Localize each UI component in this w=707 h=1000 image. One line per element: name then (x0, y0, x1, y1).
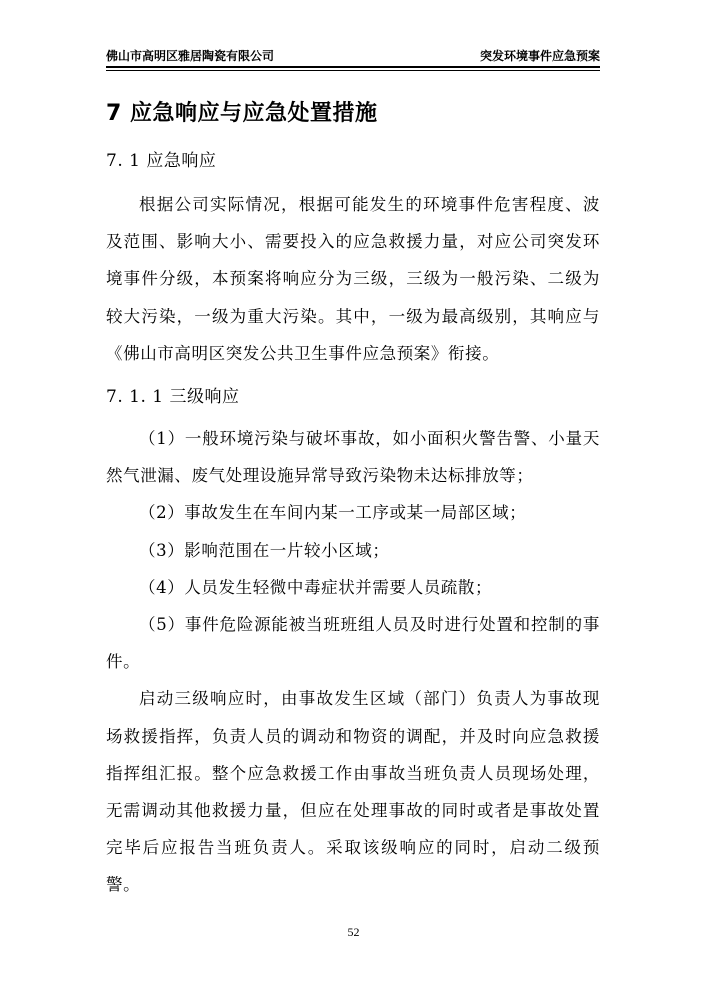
header-document-title: 突发环境事件应急预案 (479, 49, 600, 63)
header-rule-thick (106, 66, 600, 68)
page-content (106, 92, 600, 904)
header-company-name: 佛山市高明区雅居陶瓷有限公司 (106, 49, 275, 63)
list-item-2: （2）事故发生在车间内某一工序或某一局部区域； (139, 503, 527, 523)
section-heading-7-1: 7. 1 应急响应 (106, 151, 217, 171)
page-number: 52 (347, 925, 360, 939)
section-7-1-1-closing-paragraph: 启动三级响应时，由事故发生区域（部门）负责人为事故现场救援指挥，负责人员的调动和物资的调配，并及时向应急救援指挥组汇报。整个应急救援工作由事故当班负责人员现场处理，无需调动其他救援力量，但应在处理事故的同时或者是事故处置完毕后应报告当班负责人。采取该级响应的同时，启动二级预警。 (106, 689, 600, 895)
list-item-5: （5）事件危险源能被当班班组人员及时进行处置和控制的事件。 (106, 615, 600, 672)
header-rule-thin (106, 70, 600, 71)
list-item-4: （4）人员发生轻微中毒症状并需要人员疏散； (139, 577, 493, 597)
chapter-heading: 7 应急响应与应急处置措施 (106, 101, 378, 126)
section-heading-7-1-1: 7. 1. 1 三级响应 (106, 387, 240, 408)
list-item-1: （1）一般环境污染与破坏事故，如小面积火警告警、小量天然气泄漏、废气处理设施异常导致污染物未达标排放等； (106, 429, 600, 486)
list-item-3: （3）影响范围在一片较小区域； (139, 540, 390, 560)
section-7-1-paragraph: 根据公司实际情况，根据可能发生的环境事件危害程度、波及范围、影响大小、需要投入的应急救援力量，对应公司突发环境事件分级，本预案将响应分为三级，三级为一般污染、二级为较大污染，一级为重大污染。其中，一级为最高级别，其响应与《佛山市高明区突发公共卫生事件应急预案》衔接。 (106, 195, 600, 363)
page-header (106, 46, 600, 66)
